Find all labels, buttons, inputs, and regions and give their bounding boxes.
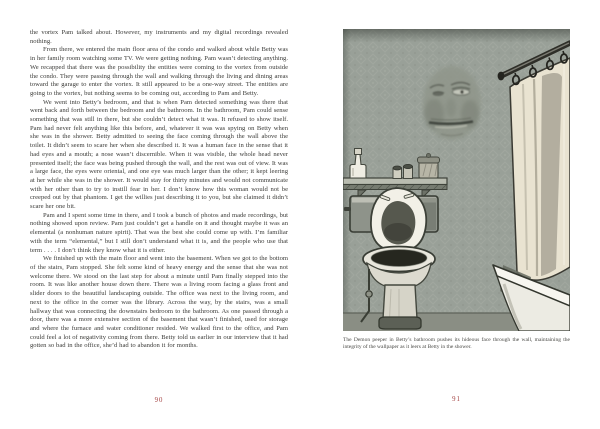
paragraph: the vortex Pam talked about. However, my instruments and my digital recordings revealed nothing. — [30, 29, 288, 45]
illustration-caption: The Demon peeper in Betty’s bathroom pushes its hideous face through the wall, maintaining the integrity of the wallpaper as it leers at Betty in the shower. — [343, 337, 570, 350]
left-page-body-text — [30, 29, 288, 351]
flush-lever — [344, 207, 351, 211]
paragraph: Pam and I spent some time in there, and I took a bunch of photos and made recordings, but nothing showed upon review. Pam just couldn’t get a handle on it and thought maybe it was an elemental (a nonhuman nature spirit). That was the best she could come up with. I’m familiar with the term “elemental,” but I still don’t understand what it is, and the people who use that term . . . . I don’t think they know what it is either. — [30, 211, 288, 254]
page-number-left: 90 — [154, 397, 164, 404]
bathroom-illustration — [343, 29, 570, 331]
page-number-right: 91 — [452, 396, 461, 403]
shutoff-valve — [366, 291, 372, 297]
paragraph: From there, we entered the main floor area of the condo and walked about while Betty was in her family room watching some TV. We were getting nothing. Pam wasn’t detecting anything. We recapped that there was the possibility the entities were coming to the vortex from outside the condo. They were passing through the wall and walking through the living and dining areas toward the garage to enter the vortex. It still appeared to be a one-way street. The entities are going to the vortex, but nothing seems to be coming out, according to Pam and Betty. — [30, 46, 288, 97]
toilet-base — [379, 317, 421, 329]
jar — [418, 154, 440, 179]
wall-top-shadow — [343, 29, 570, 42]
shower-curtain — [510, 58, 570, 280]
paragraph: We went into Betty’s bedroom, and that is when Pam detected something was there that went back and forth between the bedroom and the bathroom. In the bathroom, Pam could sense something that was still in there, but she couldn’t detect what it was. It refused to show itself. Pam had never felt anything like this before, and, whatever it was was spying on Betty when she was in the shower. Betty admitted to seeing the face coming through the wall above the toilet. It didn’t seem to scare her when she described it. It was a human face in the sense that it had eyes and a mouth; a nose wasn’t discernible. When it was visible, the whole head never presented itself; the face was being pushed through the wall, and the rest was out of view. It was a large face, the eyes were oriental, and one eye was much larger than the other; it kept leering at her while she was in the shower. It would stay for thirty minutes and would not communicate with her other than to try to instill fear in her. I don’t know how this woman would not be creeped out by that phantom. I get the willies just describing it to you, but she claimed it didn’t scare her one bit. — [30, 98, 288, 211]
demon-face — [423, 66, 481, 140]
paragraph: We finished up with the main floor and went into the basement. When we got to the bottom of the stairs, Pam stopped. She felt some kind of heavy energy and the sense that she was not welcome there. We stood on the last step for about a minute until Pam finally stepped into the room. It was like another house down there. There was a living room facing a glass front and slider doors to the beautiful landscaping outside. The office was next to the living room, and next to the office in the corner was the library. Across the way, by the stairs, was a small hallway that was connecting the downstairs bedroom to the bathroom. As one passed through a door, there was a more extensive section of the basement that wasn’t finished, used for storage and where the furnace and water conditioner resided. We walked first to the office, and Pam could feel a lot of negativity coming from there. Betty told us earlier in our interview that it had gotten so bad in the office, she’d had to abandon it for months. — [30, 255, 288, 350]
